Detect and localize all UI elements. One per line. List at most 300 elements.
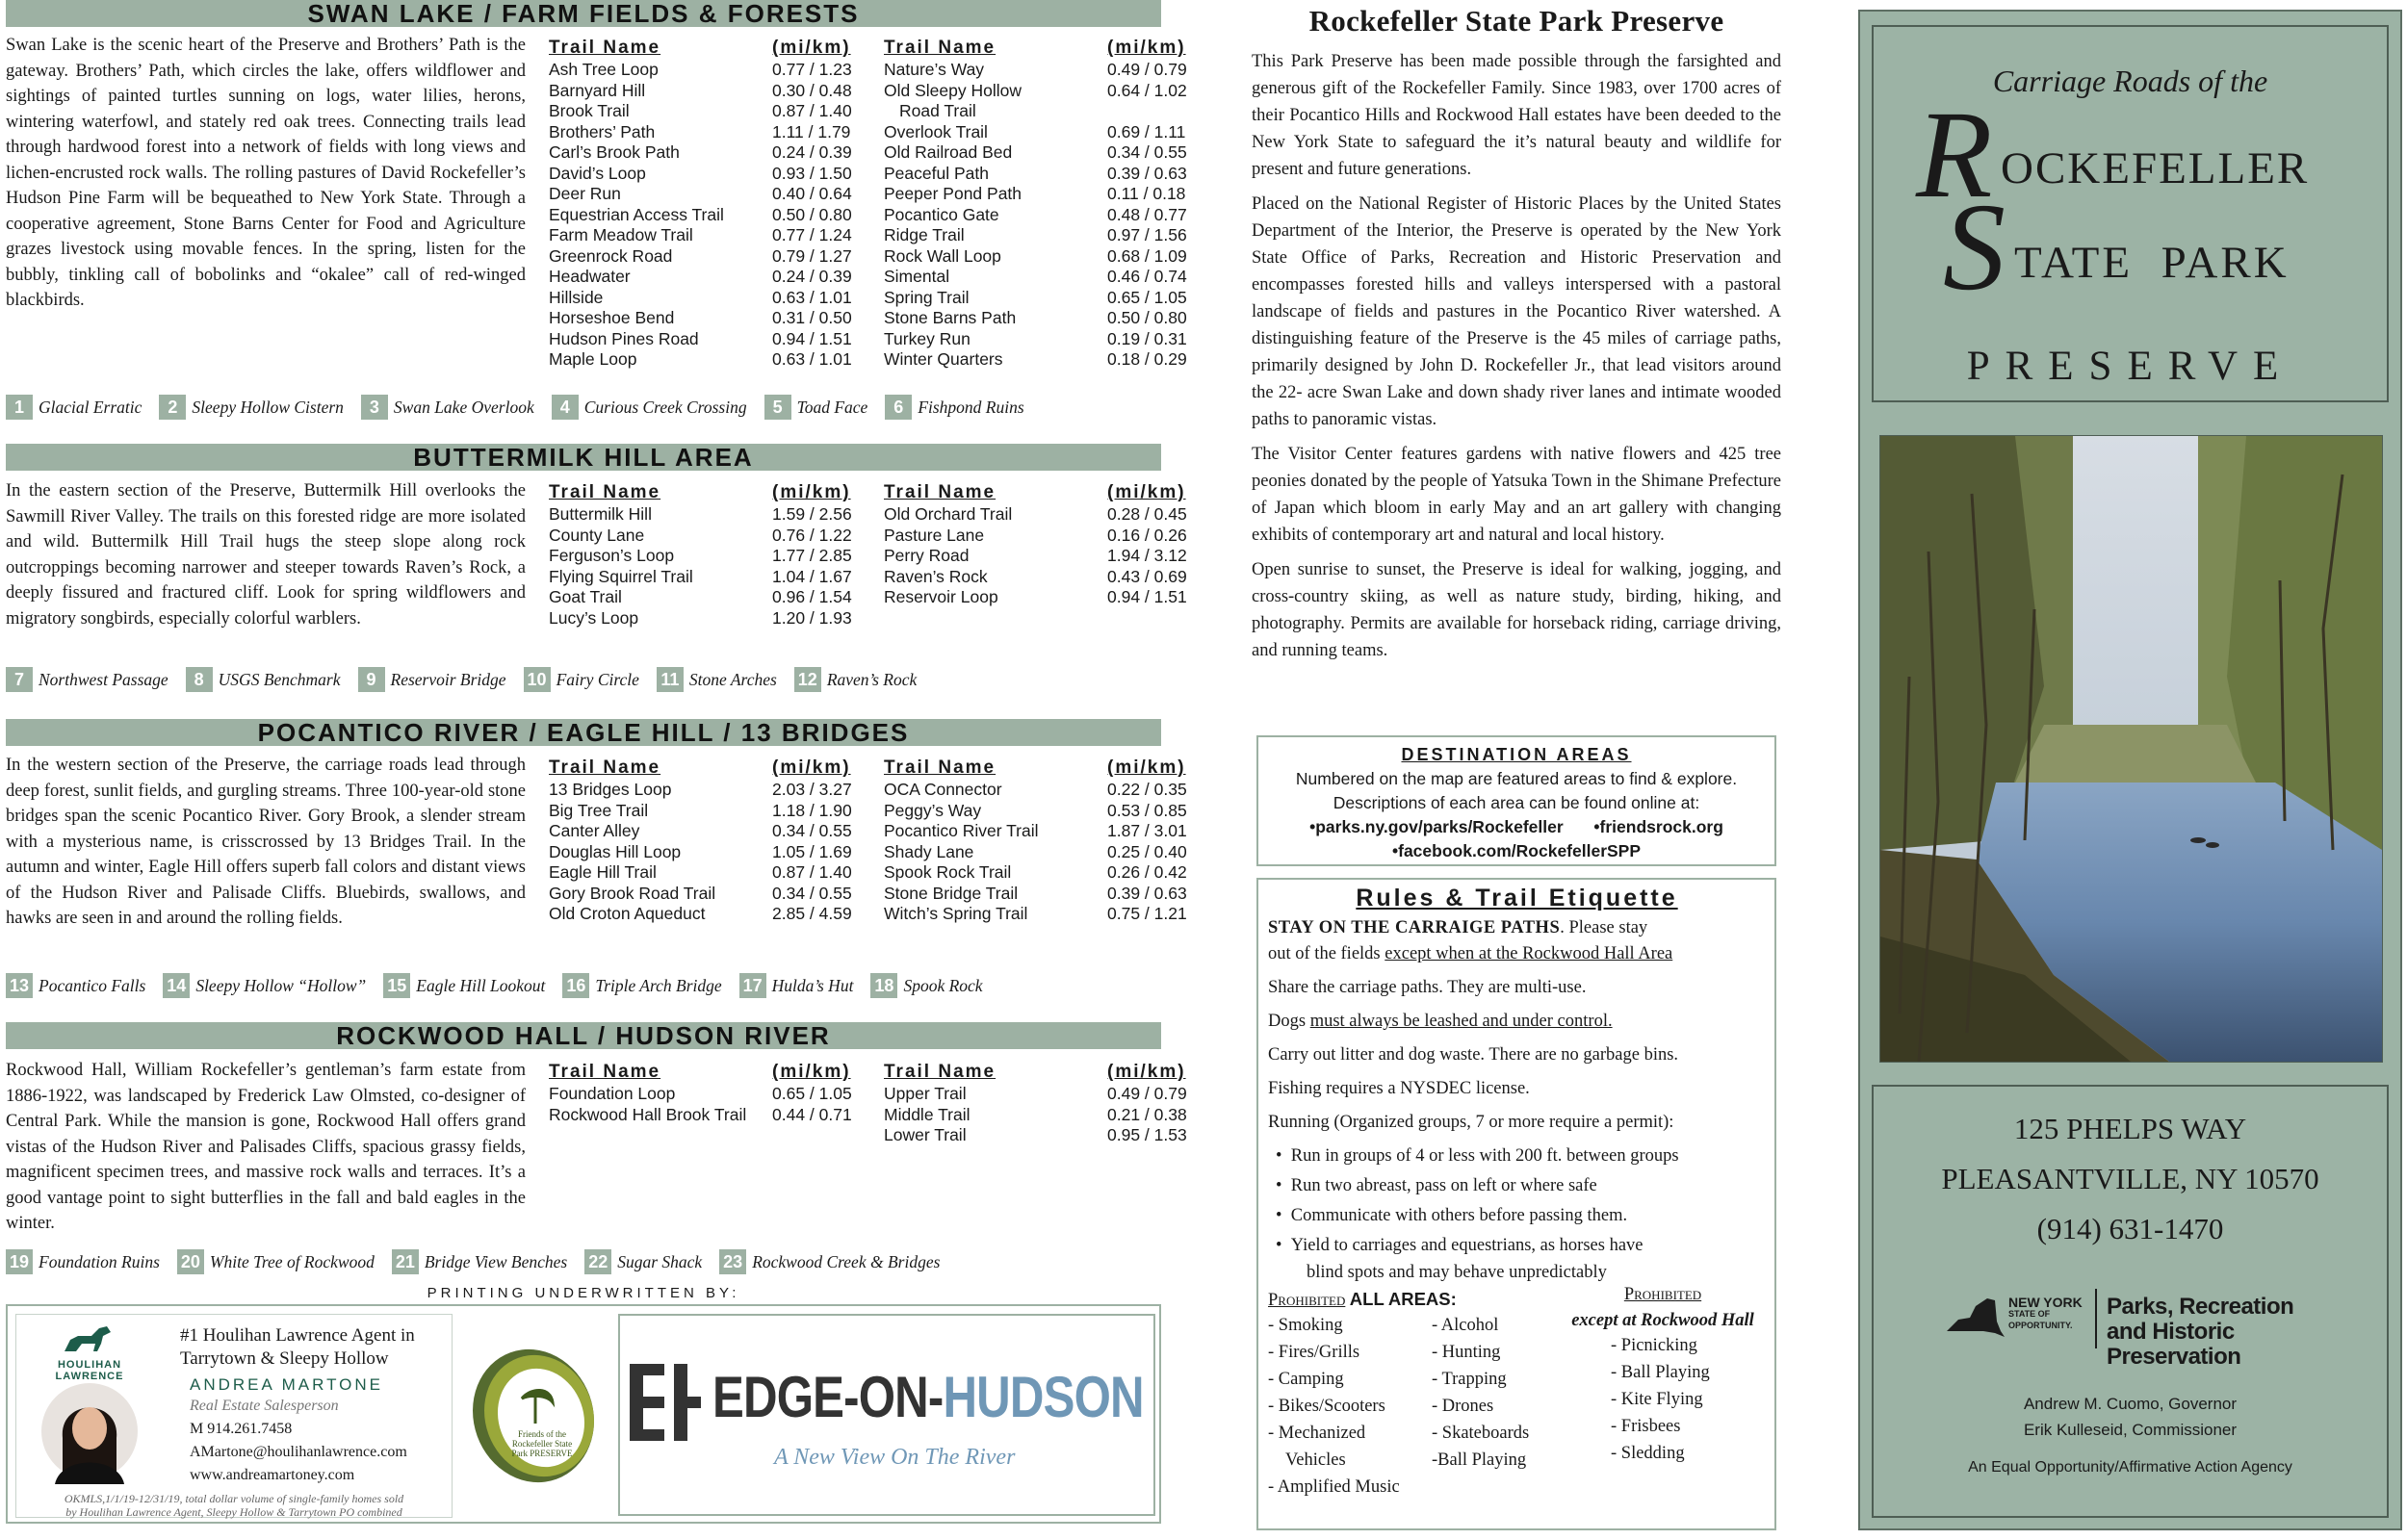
trail-table-header <box>884 481 1213 504</box>
prohibited-item: - Amplified Music <box>1268 1477 1400 1497</box>
trail-name: Buttermilk Hill <box>549 504 652 524</box>
trail-distance: 1.59 / 2.56 <box>772 504 852 524</box>
trail-name-header: Trail Name <box>884 757 996 778</box>
trail-distance: 1.04 / 1.67 <box>772 566 852 586</box>
prohibited-columns <box>1268 1286 1766 1507</box>
prohibited-item: - Smoking <box>1268 1316 1343 1335</box>
trail-distance: 0.63 / 1.01 <box>772 287 852 307</box>
equal-opportunity: An Equal Opportunity/Affirmative Action Agency <box>1968 1459 2292 1476</box>
trail-name: Shady Lane <box>884 841 974 861</box>
trail-distance: 0.95 / 1.53 <box>1107 1125 1187 1144</box>
trail-row <box>549 884 878 905</box>
prohibited-item: -Ball Playing <box>1432 1450 1527 1470</box>
hl-logo-text: HOULIHAN LAWRENCE <box>55 1359 124 1382</box>
trail-row <box>549 904 878 925</box>
trail-row <box>884 546 1213 567</box>
destination-item <box>719 1249 940 1274</box>
trail-distance: 0.93 / 1.50 <box>772 163 852 183</box>
trail-distance: 0.34 / 0.55 <box>772 883 852 903</box>
trail-name: Flying Squirrel Trail <box>549 566 693 586</box>
cover-address-line2: PLEASANTVILLE, NY 10570 <box>1941 1162 2319 1195</box>
nys-parks-logo <box>1941 1289 2345 1370</box>
trail-distance: 0.34 / 0.55 <box>772 821 852 840</box>
trail-row <box>884 780 1213 801</box>
trail-distance: 2.85 / 4.59 <box>772 904 852 923</box>
lake-photo-graphic <box>1880 436 2382 1062</box>
trail-distance: 0.79 / 1.27 <box>772 245 852 266</box>
trail-distance: 0.40 / 0.64 <box>772 184 852 203</box>
trail-distance: 0.87 / 1.40 <box>772 862 852 882</box>
trail-row <box>884 1084 1213 1105</box>
trail-name-header: Trail Name <box>884 482 996 502</box>
trail-distance: 1.05 / 1.69 <box>772 841 852 861</box>
cover-panel <box>1858 10 2402 1530</box>
agency-name: Parks, Recreation and Historic Preservation <box>2107 1294 2294 1370</box>
trail-row <box>549 308 878 329</box>
trail-name: David’s Loop <box>549 163 646 183</box>
trail-distance-header: (mi/km) <box>772 1062 851 1082</box>
trail-name: Pocantico River Trail <box>884 821 1039 840</box>
agent-phone: M 914.261.7458 <box>190 1421 293 1437</box>
trail-row <box>549 780 878 801</box>
prohibited-item: - Drones <box>1432 1397 1494 1416</box>
trail-name: Peggy’s Way <box>884 800 982 820</box>
destination-number-badge: 7 <box>6 667 33 692</box>
destination-item <box>794 667 917 692</box>
bullet-item: • Communicate with others before passing them. <box>1276 1206 1628 1225</box>
intro-text <box>1252 48 1781 664</box>
destination-number-badge: 21 <box>392 1249 419 1274</box>
trail-distance: 0.24 / 0.39 <box>772 267 852 286</box>
trail-row <box>549 267 878 288</box>
edge-wordmark: EDGE-ON-HUDSON <box>712 1365 1144 1429</box>
prohibited-list-1 <box>1268 1312 1400 1501</box>
trail-row <box>549 60 878 81</box>
trail-row <box>549 504 878 526</box>
trail-distance-header: (mi/km) <box>772 757 851 778</box>
destination-item <box>383 973 545 998</box>
trail-row <box>884 842 1213 863</box>
trail-name-header: Trail Name <box>549 1062 661 1082</box>
trail-name: Old Railroad Bed <box>884 142 1013 162</box>
trail-table <box>549 481 878 629</box>
destination-number-badge: 4 <box>552 395 579 420</box>
trail-row <box>549 608 878 629</box>
trail-distance: 0.75 / 1.21 <box>1107 904 1187 923</box>
trail-distance <box>1123 101 1229 122</box>
cover-title-line3: PRESERVE <box>1966 344 2294 389</box>
trail-table-header <box>549 481 878 504</box>
friendsrock-link[interactable]: •friendsrock.org <box>1593 817 1723 836</box>
trail-row <box>549 526 878 547</box>
trail-name: 13 Bridges Loop <box>549 780 672 799</box>
destination-line: Descriptions of each area can be found online at: <box>1333 793 1700 812</box>
prohibited-item: - Camping <box>1268 1370 1344 1389</box>
trail-name: Canter Alley <box>549 821 640 840</box>
trail-name: Peaceful Path <box>884 163 989 183</box>
edge-on-hudson-ad <box>618 1314 1155 1516</box>
trail-name: Eagle Hill Trail <box>549 862 657 882</box>
rule-share: Share the carriage paths. They are multi-use. <box>1268 978 1587 997</box>
trail-table <box>884 37 1229 371</box>
parks-link[interactable]: •parks.ny.gov/parks/Rockefeller <box>1309 817 1564 836</box>
trail-name: Hudson Pines Road <box>549 328 699 348</box>
intro-paragraph: This Park Preserve has been made possible through the farsighted and generous gift of the Rockefeller Family. Since 1983, over 1700 acres of their Pocantico Hills and Rockwood Hall estates have been deeded to the New York State to safeguard the it’s natural beauty and wildlife for present and future generations. <box>1252 52 1781 179</box>
trail-row <box>884 567 1213 588</box>
trail-row <box>884 349 1229 371</box>
destination-number-badge: 16 <box>562 973 589 998</box>
trail-row <box>884 862 1213 884</box>
trail-name: Nature’s Way <box>884 60 985 79</box>
commissioner-name: Erik Kulleseid, Commissioner <box>2023 1421 2238 1439</box>
edge-logo-icon <box>630 1364 701 1441</box>
trail-name: Pocantico Gate <box>884 204 999 224</box>
prohibited-item: - Ball Playing <box>1611 1363 1710 1382</box>
destination-item <box>6 395 142 420</box>
ny-logo-text: NEW YORK STATE OF OPPORTUNITY. <box>2008 1295 2083 1330</box>
destination-number-badge: 14 <box>163 973 190 998</box>
trail-name-header: Trail Name <box>884 1062 996 1082</box>
trail-distance: 0.65 / 1.05 <box>772 1084 852 1103</box>
intro-paragraph: Open sunrise to sunset, the Preserve is ideal for walking, jogging, and cross-country skiing, as well as nature study, birding, hiking, and photography. Permits are available for horseback riding, carriage driving, and running teams. <box>1252 560 1781 660</box>
destination-name: Foundation Ruins <box>39 1251 160 1271</box>
trail-distance: 0.39 / 0.63 <box>1107 883 1187 903</box>
trail-name: OCA Connector <box>884 780 1002 799</box>
destination-item <box>885 395 1023 420</box>
trail-name: Lower Trail <box>884 1125 967 1144</box>
rule-fishing: Fishing requires a NYSDEC license. <box>1268 1079 1530 1098</box>
trail-row <box>884 81 1229 102</box>
trail-name: Stone Barns Path <box>884 308 1017 327</box>
edge-tagline: A New View On The River <box>774 1445 1016 1470</box>
destination-name: Toad Face <box>796 397 868 417</box>
trail-row <box>884 205 1229 226</box>
agent-website[interactable]: www.andreamartoney.com <box>190 1467 355 1483</box>
trail-row <box>549 205 878 226</box>
trail-row <box>549 122 878 143</box>
trail-name-header: Trail Name <box>549 482 661 502</box>
destination-item <box>6 1249 160 1274</box>
prohibited-item: - Fires/Grills <box>1268 1343 1360 1362</box>
trail-row <box>549 349 878 371</box>
bullet-item-cont: blind spots and may behave unpredictably <box>1307 1263 1607 1282</box>
trail-guide-column <box>6 0 1187 1540</box>
trail-table-header <box>884 37 1229 60</box>
trail-distance: 0.19 / 0.31 <box>1107 328 1187 348</box>
facebook-link[interactable]: •facebook.com/RockefellerSPP <box>1391 841 1642 860</box>
friends-logo <box>458 1335 612 1489</box>
destination-item <box>870 973 982 998</box>
section-description: Swan Lake is the scenic heart of the Preserve and Brothers’ Path is the gateway. Brothers’ Path, which circles the lake, offers wildflower and sightings of painted turtles sunning on logs, water lilies, herons, wintering waterfowl, and stately red oak trees. Connecting trails lead through hardwood forest into a network of fields with long views and lichen-encrusted rock walls. The rolling pastures of David Rockefeller’s Hudson Pine Farm will be bequeathed to New York State. Through a cooperative agreement, Stone Barns Center for Food and Agriculture grazes livestock using movable fences. In the spring, listen for the bubbly, tinkling call of bobolinks and “okalee” call of red-winged blackbirds. <box>6 36 526 310</box>
prohibited-all-heading: Prohibited ALL AREAS: <box>1268 1289 1457 1310</box>
trail-row <box>549 1084 878 1105</box>
trail-distance: 1.94 / 3.12 <box>1107 546 1187 565</box>
trail-name: Big Tree Trail <box>549 800 649 820</box>
destination-name: Reservoir Bridge <box>390 669 506 689</box>
destination-name: Bridge View Benches <box>424 1251 568 1271</box>
destination-name: Stone Arches <box>688 669 777 689</box>
trail-distance: 0.31 / 0.50 <box>772 308 852 327</box>
trail-name: Carl’s Brook Path <box>549 142 680 162</box>
destination-number-badge: 18 <box>870 973 897 998</box>
destination-line: Numbered on the map are featured areas to find & explore. <box>1295 769 1738 788</box>
cover-title-line2: S TATE PARK <box>1943 178 2290 317</box>
swan-lake-photo <box>1879 435 2383 1063</box>
trail-row <box>549 101 878 122</box>
cover-address-line1: 125 PHELPS WAY <box>2013 1112 2247 1145</box>
trail-table <box>884 481 1213 608</box>
trail-distance: 0.68 / 1.09 <box>1107 245 1187 266</box>
prohibited-rockwood-heading: Prohibited except at Rockwood Hall <box>1571 1285 1754 1330</box>
trail-distance: 1.77 / 2.85 <box>772 546 852 565</box>
trail-row <box>549 246 878 268</box>
destination-number-badge: 12 <box>794 667 821 692</box>
destination-name: Northwest Passage <box>39 669 168 689</box>
trail-distance: 1.11 / 1.79 <box>772 121 851 141</box>
trail-distance: 0.16 / 0.26 <box>1107 525 1187 545</box>
trail-row <box>884 60 1229 81</box>
preserve-info-column <box>1252 0 1781 1540</box>
trail-row <box>884 142 1229 164</box>
section-heading: POCANTICO RIVER / EAGLE HILL / 13 BRIDGES <box>6 719 1161 746</box>
prohibited-item: - Bikes/Scooters <box>1268 1397 1385 1416</box>
destination-name: Fishpond Ruins <box>918 397 1024 417</box>
trail-name: Middle Trail <box>884 1104 971 1124</box>
trail-table-header <box>549 1061 878 1084</box>
trail-row <box>549 1105 878 1126</box>
trail-name: Winter Quarters <box>884 349 1003 369</box>
trail-distance: 0.49 / 0.79 <box>1107 60 1187 79</box>
friends-leaf-logo-icon <box>458 1335 612 1489</box>
trail-name: Upper Trail <box>884 1084 967 1103</box>
prohibited-list-3 <box>1611 1332 1710 1467</box>
trail-name: Old Croton Aqueduct <box>549 904 706 923</box>
destination-number-badge: 19 <box>6 1249 33 1274</box>
trail-row <box>884 267 1229 288</box>
trail-distance: 0.50 / 0.80 <box>772 204 852 224</box>
destination-name: Sleepy Hollow “Hollow” <box>195 975 367 995</box>
trail-distance: 0.44 / 0.71 <box>772 1104 852 1124</box>
trail-name: Ash Tree Loop <box>549 60 659 79</box>
destination-name: Sleepy Hollow Cistern <box>192 397 344 417</box>
trail-row <box>884 329 1229 350</box>
rule-running: Running (Organized groups, 7 or more require a permit): <box>1268 1113 1674 1132</box>
trail-name: Overlook Trail <box>884 121 988 141</box>
trail-name: Turkey Run <box>884 328 971 348</box>
trail-distance: 0.87 / 1.40 <box>772 101 852 120</box>
trail-name: Ferguson’s Loop <box>549 546 675 565</box>
prohibited-item: - Alcohol <box>1432 1316 1499 1335</box>
destination-number-badge: 15 <box>383 973 410 998</box>
intro-paragraph: Placed on the National Register of Historic Places by the United States Department of the Interior, the Preserve is operated by the New York State Office of Parks, Recreation and Historic Preservation and encompasses forested hills and valleys interspersed with a pastoral landscape of fields and pastures in the Pocantico River watershed. A distinguishing feature of the Preserve is the 45 miles of carriage paths, primarily designed by John D. Rockefeller Jr., that lead visitors around the 22- acre Swan Lake and down shady river lanes and intimate wooded paths to panoramic vistas. <box>1252 194 1781 429</box>
trail-name: Witch’s Spring Trail <box>884 904 1028 923</box>
trail-distance: 0.22 / 0.35 <box>1107 780 1187 799</box>
cover-title-frame <box>1872 25 2389 402</box>
trail-distance: 0.97 / 1.56 <box>1107 225 1187 244</box>
trail-row <box>549 184 878 205</box>
trail-distance: 0.65 / 1.05 <box>1107 287 1187 307</box>
trail-distance: 0.53 / 0.85 <box>1107 800 1187 820</box>
trail-name: Peeper Pond Path <box>884 184 1022 203</box>
destination-list <box>6 1247 1161 1276</box>
bullet-item: • Run two abreast, pass on left or where safe <box>1276 1176 1597 1195</box>
trail-name: Spring Trail <box>884 287 970 307</box>
destination-number-badge: 13 <box>6 973 33 998</box>
destination-name: Triple Arch Bridge <box>595 975 722 995</box>
sponsor-box <box>6 1304 1161 1524</box>
prohibited-item: - Trapping <box>1432 1370 1507 1389</box>
trail-name: Lucy’s Loop <box>549 607 639 628</box>
destination-number-badge: 11 <box>657 667 684 692</box>
trail-name: Perry Road <box>884 546 970 565</box>
trail-row <box>884 225 1229 246</box>
running-bullets <box>1268 1142 1766 1284</box>
trail-name: Hillside <box>549 287 604 307</box>
destination-item <box>657 667 777 692</box>
trail-distance: 1.87 / 3.01 <box>1107 821 1187 840</box>
destination-name: Curious Creek Crossing <box>583 397 747 417</box>
houlihan-lawrence-ad <box>15 1314 453 1518</box>
destination-number-badge: 22 <box>584 1249 611 1274</box>
trail-distance: 2.03 / 3.27 <box>772 780 852 799</box>
governor-name: Andrew M. Cuomo, Governor <box>2023 1395 2238 1413</box>
trail-distance: 0.11 / 0.18 <box>1107 184 1186 203</box>
prohibited-item: - Sledding <box>1611 1444 1685 1463</box>
destination-name: Pocantico Falls <box>39 975 146 995</box>
rule-litter: Carry out litter and dog waste. There are no garbage bins. <box>1268 1045 1679 1065</box>
destination-name: Fairy Circle <box>556 669 639 689</box>
trail-row <box>549 225 878 246</box>
trail-distance: 0.49 / 0.79 <box>1107 1084 1187 1103</box>
trail-row <box>549 821 878 842</box>
agent-name: ANDREA MARTONE <box>190 1375 384 1394</box>
trail-name: Stone Bridge Trail <box>884 883 1019 903</box>
trail-distance: 0.25 / 0.40 <box>1107 841 1187 861</box>
trail-row <box>549 164 878 185</box>
destination-number-badge: 8 <box>186 667 213 692</box>
trail-distance: 1.20 / 1.93 <box>772 607 852 628</box>
destination-number-badge: 2 <box>159 395 186 420</box>
trail-distance: 0.69 / 1.11 <box>1107 121 1186 141</box>
trail-name: Rock Wall Loop <box>884 245 1001 266</box>
destination-name: USGS Benchmark <box>218 669 341 689</box>
section-description: In the eastern section of the Preserve, Buttermilk Hill overlooks the Sawmill River Valley. The trails on this forested ridge are more isolated and wild. Buttermilk Hill Trail hugs the steep slope along rock outcroppings becoming narrower and steeper towards Raven’s Rock, a deeply fissured and fractured cliff. Look for spring wildflowers and migratory songbirds, especially colorful warblers. <box>6 481 526 629</box>
page-title: Rockefeller State Park Preserve <box>1308 4 1724 38</box>
trail-distance: 0.24 / 0.39 <box>772 142 852 162</box>
section-heading: BUTTERMILK HILL AREA <box>6 444 1161 471</box>
trail-distance-header: (mi/km) <box>772 38 851 58</box>
trail-name: Headwater <box>549 267 631 286</box>
destination-areas-title: DESTINATION AREAS <box>1401 745 1632 764</box>
destination-number-badge: 17 <box>739 973 766 998</box>
trail-row <box>884 504 1213 526</box>
prohibited-item: - Hunting <box>1432 1343 1501 1362</box>
friends-logo-text: Friends of the Rockefeller State Park PRESERVE <box>511 1429 573 1458</box>
trail-name: Goat Trail <box>549 587 622 606</box>
destination-item <box>361 395 534 420</box>
trail-name: Reservoir Loop <box>884 587 998 606</box>
destination-item <box>584 1249 702 1274</box>
destination-name: Raven’s Rock <box>826 669 918 689</box>
destination-item <box>552 395 747 420</box>
prohibited-item: - Skateboards <box>1432 1424 1530 1443</box>
rules-box <box>1256 878 1776 1530</box>
agent-email[interactable]: AMartone@houlihanlawrence.com <box>190 1444 407 1460</box>
destination-list <box>6 665 1161 694</box>
destination-name: Swan Lake Overlook <box>393 397 534 417</box>
trail-name: Foundation Loop <box>549 1084 676 1103</box>
trail-name: Maple Loop <box>549 349 637 369</box>
trail-name: Greenrock Road <box>549 245 673 266</box>
destination-name: Sugar Shack <box>617 1251 703 1271</box>
trail-distance-header: (mi/km) <box>1107 482 1186 502</box>
trail-name-header: Trail Name <box>884 38 996 58</box>
destination-name: Rockwood Creek & Bridges <box>752 1251 941 1271</box>
bullet-item: • Yield to carriages and equestrians, as horses have <box>1276 1236 1643 1255</box>
destination-number-badge: 1 <box>6 395 33 420</box>
trail-distance: 0.48 / 0.77 <box>1107 204 1187 224</box>
destination-item <box>739 973 854 998</box>
trail-name: Pasture Lane <box>884 525 985 545</box>
trail-distance: 0.94 / 1.51 <box>772 328 852 348</box>
trail-distance: 0.30 / 0.48 <box>772 80 852 100</box>
rule-stay: STAY ON THE CARRAIGE PATHS. Please stay <box>1268 918 1648 937</box>
trail-row <box>884 288 1229 309</box>
trail-name: Ridge Trail <box>884 225 965 244</box>
trail-row <box>884 1105 1213 1126</box>
sponsor-heading: PRINTING UNDERWRITTEN BY: <box>427 1285 740 1301</box>
trail-row <box>884 246 1229 268</box>
cover-pretitle: Carriage Roads of the <box>1992 64 2268 98</box>
trail-name: Gory Brook Road Trail <box>549 883 716 903</box>
trail-row <box>884 821 1213 842</box>
trail-table-header <box>884 757 1213 780</box>
trail-distance: 1.18 / 1.90 <box>772 800 852 820</box>
cover-phone: (914) 631-1470 <box>2036 1212 2224 1245</box>
trail-name: Road Trail <box>899 101 976 120</box>
trail-row <box>884 184 1229 205</box>
trail-name: Horseshoe Bend <box>549 308 675 327</box>
trail-row <box>549 142 878 164</box>
prohibited-item: - Picnicking <box>1611 1336 1697 1355</box>
trail-row <box>549 587 878 608</box>
trail-row <box>884 122 1229 143</box>
prohibited-item: - Frisbees <box>1611 1417 1681 1436</box>
agent-photo-avatar <box>41 1378 138 1484</box>
trail-name: Old Sleepy Hollow <box>884 80 1022 100</box>
logo-divider <box>2095 1289 2097 1348</box>
trail-table-header <box>884 1061 1213 1084</box>
destination-item <box>6 667 168 692</box>
trail-name: Farm Meadow Trail <box>549 225 693 244</box>
trail-name: Old Orchard Trail <box>884 504 1013 524</box>
prohibited-item: Vehicles <box>1285 1450 1346 1470</box>
trail-row <box>549 567 878 588</box>
destination-links <box>1258 815 1774 839</box>
trail-name-header: Trail Name <box>549 38 661 58</box>
trail-distance: 0.64 / 1.02 <box>1107 80 1187 100</box>
destination-item <box>764 395 868 420</box>
rules-title: Rules & Trail Etiquette <box>1356 885 1678 911</box>
destination-name: Hulda’s Hut <box>771 975 854 995</box>
prohibited-list-2 <box>1432 1312 1529 1474</box>
trail-table-header <box>549 757 878 780</box>
destination-item <box>186 667 341 692</box>
section-description: In the western section of the Preserve, the carriage roads lead through deep forest, sunlit fields, and gurgling streams. Three 100-year-old stone bridges span the scenic Pocantico River. Gory Brook, a slender stream with a mysterious name, is crisscrossed by 13 Bridges Trail. In the autumn and winter, Eagle Hill offers superb fall colors and distant views of the Hudson River and Palisade Cliffs. Bluebirds, swallows, and hawks are seen in and around the rolling fields. <box>6 756 526 928</box>
destination-number-badge: 9 <box>358 667 385 692</box>
destination-number-badge: 23 <box>719 1249 746 1274</box>
trail-name: Brothers’ Path <box>549 121 656 141</box>
